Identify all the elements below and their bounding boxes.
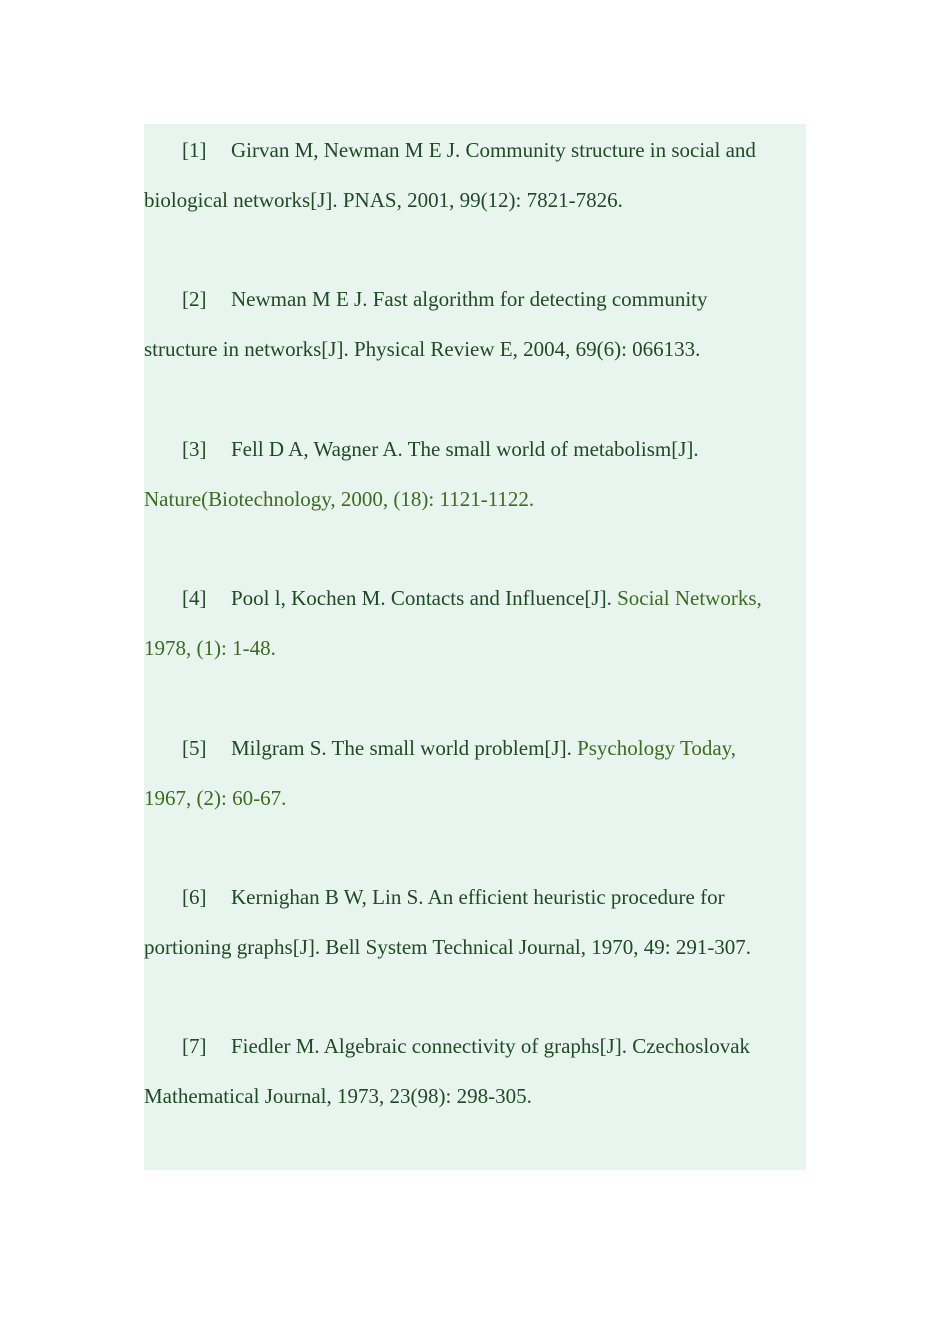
reference-7-number: [7] <box>182 1034 207 1058</box>
reference-7-line-1 <box>144 1021 806 1071</box>
reference-2-number: [2] <box>182 287 207 311</box>
reference-6-line-1 <box>144 872 806 922</box>
reference-3-line-2: Nature(Biotechnology, 2000, (18): 1121-1122. <box>144 487 535 511</box>
reference-4 <box>144 573 806 673</box>
references-block <box>144 124 806 1170</box>
reference-4-text: Pool l, Kochen M. Contacts and Influence[J]. <box>231 586 612 610</box>
reference-2-text: Newman M E J. Fast algorithm for detecting community <box>231 287 708 311</box>
reference-5 <box>144 723 806 823</box>
reference-2-line-2: structure in networks[J]. Physical Review E, 2004, 69(6): 066133. <box>144 337 701 361</box>
reference-6-line-2: portioning graphs[J]. Bell System Technical Journal, 1970, 49: 291-307. <box>144 935 752 959</box>
reference-5-journal: Psychology Today, <box>577 736 737 760</box>
reference-1-line-2: biological networks[J]. PNAS, 2001, 99(12): 7821-7826. <box>144 188 623 212</box>
reference-5-line-1 <box>144 723 806 773</box>
reference-7-text: Fiedler M. Algebraic connectivity of graphs[J]. Czechoslovak <box>231 1034 751 1058</box>
reference-4-line-1 <box>144 573 806 623</box>
reference-3 <box>144 424 806 524</box>
reference-1-line-1 <box>144 125 806 175</box>
reference-5-text: Milgram S. The small world problem[J]. <box>231 736 572 760</box>
reference-3-number: [3] <box>182 437 207 461</box>
reference-7-line-2: Mathematical Journal, 1973, 23(98): 298-305. <box>144 1084 532 1108</box>
reference-3-line-1 <box>144 424 806 474</box>
reference-5-line-2: 1967, (2): 60-67. <box>144 786 287 810</box>
reference-5-number: [5] <box>182 736 207 760</box>
reference-1-text: Girvan M, Newman M E J. Community structure in social and <box>231 138 756 162</box>
reference-4-journal: Social Networks, <box>617 586 762 610</box>
reference-6-number: [6] <box>182 885 207 909</box>
reference-4-number: [4] <box>182 586 207 610</box>
reference-6 <box>144 872 806 972</box>
reference-2 <box>144 274 806 374</box>
reference-2-line-1 <box>144 274 806 324</box>
reference-1-number: [1] <box>182 138 207 162</box>
reference-3-text: Fell D A, Wagner A. The small world of metabolism[J]. <box>231 437 699 461</box>
reference-7 <box>144 1021 806 1121</box>
reference-1 <box>144 125 806 225</box>
reference-4-line-2: 1978, (1): 1-48. <box>144 636 276 660</box>
reference-6-text: Kernighan B W, Lin S. An efficient heuristic procedure for <box>231 885 725 909</box>
